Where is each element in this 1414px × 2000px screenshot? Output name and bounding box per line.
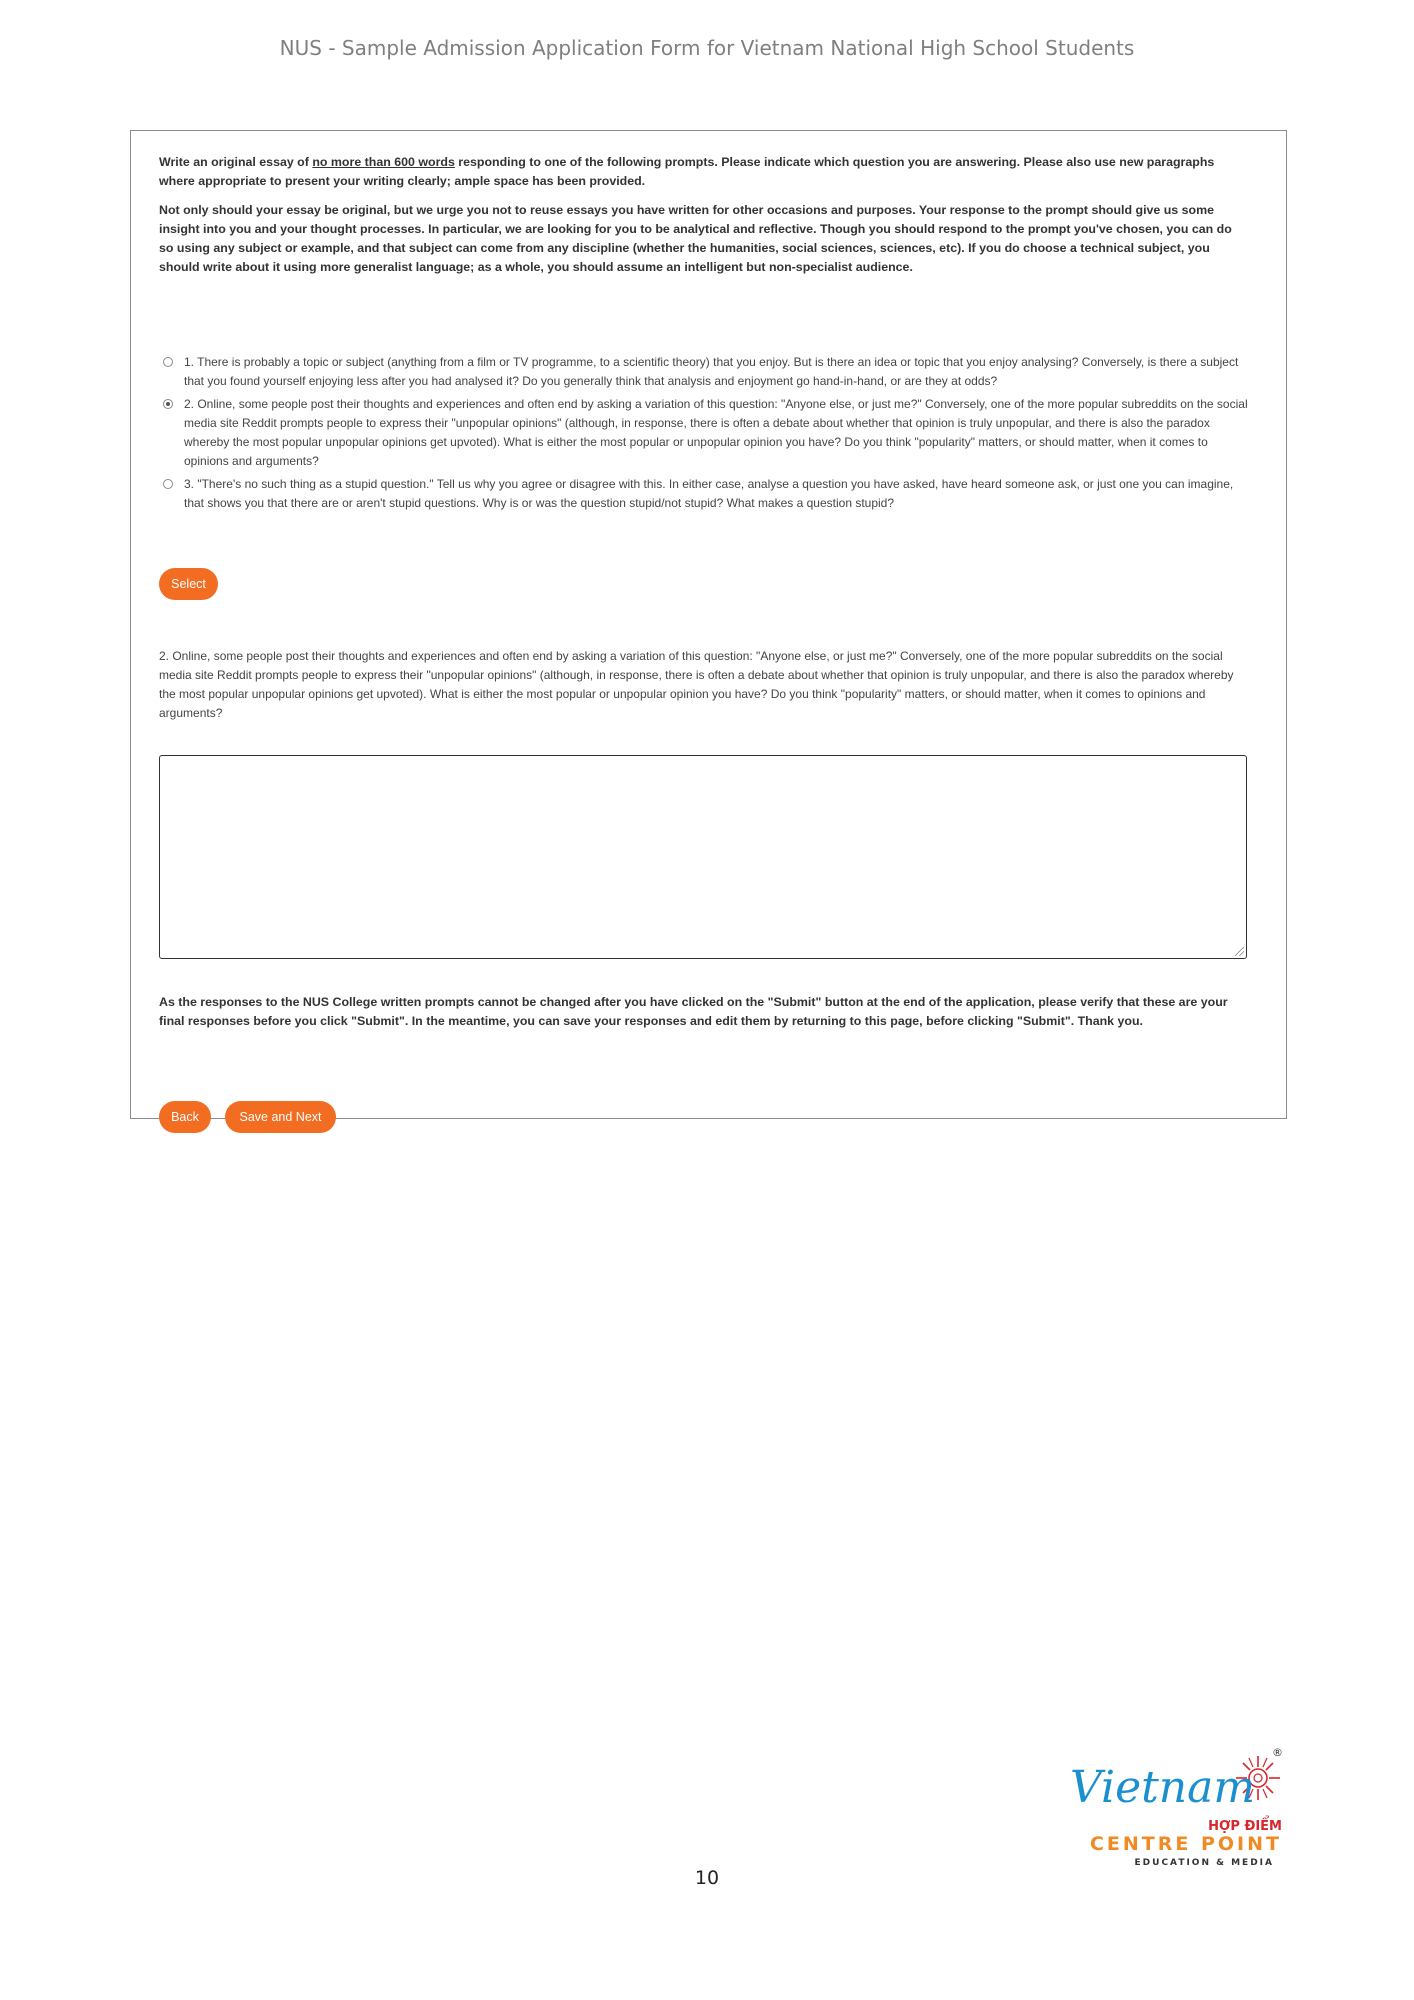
vietnam-centre-point-logo [1060,1740,1290,1875]
prompt-option-1-text: 1. There is probably a topic or subject (anything from a film or TV programme, to a scientific theory) that you enjoy. But is there an idea or topic that you enjoy analysing? Conversely, is there a subject that you found yourself enjoying less after you had analysed it? Do you generally think that analysis and enjoyment go hand-in-hand, or are they at odds? [184,355,1239,388]
application-form-screenshot [130,130,1287,1124]
form-content [159,153,1249,1124]
back-button[interactable]: Back [159,1101,211,1133]
logo-tagline: EDUCATION & MEDIA [1134,1858,1274,1868]
select-button[interactable]: Select [159,568,218,600]
submission-notice: As the responses to the NUS College written prompts cannot be changed after you have clicked on the "Submit" button at the end of the application, please verify that these are your final responses before you click "Submit". In the meantime, you can save your responses and edit them by returning to this page, before clicking "Submit". Thank you. [159,995,1228,1028]
resize-handle-icon[interactable] [1235,947,1244,956]
essay-textarea[interactable] [160,756,1246,958]
prompt-option-2[interactable] [159,395,1249,471]
instruction-paragraph-2: Not only should your essay be original, but we urge you not to reuse essays you have written for other occasions and purposes. Your response to the prompt should give us some insight into you and your thought processes. In particular, we are looking for you to be analytical and reflective. Though you should respond to the prompt you've chosen, you can do so using any subject or example, and that subject can come from any discipline (whether the humanities, social sciences, sciences, etc). If you do choose a technical subject, you should write about it using more generalist language; as a whole, you should assume an intelligent but non-specialist audience. [159,203,1232,274]
instruction-paragraph-1: Write an original essay of no more than 600 words responding to one of the following prompts. Please indicate which question you are answering. Please also use new paragraphs where appropriate to present your writing clearly; ample space has been provided. [159,155,1215,188]
radio-button-2[interactable] [163,399,173,409]
prompt-option-3[interactable] [159,475,1249,513]
prompt-options [159,353,1249,513]
radio-button-3[interactable] [163,479,173,489]
logo-script-text: Vietnam [1070,1762,1256,1813]
logo-sub-text: HỢP ĐIỂM [1208,1819,1282,1834]
essay-textarea-container[interactable] [159,755,1247,959]
word-limit: no more than 600 words [312,155,455,169]
selected-prompt-text: 2. Online, some people post their thoughts and experiences and often end by asking a variation of this question: "Anyone else, or just me?" Conversely, one of the more popular subreddits on the social media site Reddit prompts people to express their "unpopular opinions" (although, in response, there is often a debate about whether that opinion is truly unpopular, and there is also the paradox whereby the most popular unpopular opinions get upvoted). What is either the most popular or unpopular opinion you have? Do you think "popularity" matters, or should matter, when it comes to opinions and arguments? [159,649,1234,720]
page-number: 10 [694,1867,720,1889]
document-header: NUS - Sample Admission Application Form for Vietnam National High School Students [279,36,1135,60]
save-and-next-button[interactable]: Save and Next [225,1101,336,1133]
logo-main-text: CENTRE POINT [1089,1833,1282,1855]
prompt-option-3-text: 3. "There's no such thing as a stupid question." Tell us why you agree or disagree with this. In either case, analyse a question you have asked, have heard someone ask, or just one you can imagine, that shows you that there are or aren't stupid questions. Why is or was the question stupid/not stupid? What makes a question stupid? [184,477,1234,510]
prompt-option-1[interactable] [159,353,1249,391]
radio-button-1[interactable] [163,357,173,367]
registered-mark: ® [1272,1746,1283,1759]
essay-instructions [159,153,1249,277]
prompt-option-2-text: 2. Online, some people post their thoughts and experiences and often end by asking a variation of this question: "Anyone else, or just me?" Conversely, one of the more popular subreddits on the social media site Reddit prompts people to express their "unpopular opinions" (although, in response, there is often a debate about whether that opinion is truly unpopular, and there is also the paradox whereby the most popular unpopular opinions get upvoted). What is either the most popular or unpopular opinion you have? Do you think "popularity" matters, or should matter, when it comes to opinions and arguments? [184,397,1248,468]
